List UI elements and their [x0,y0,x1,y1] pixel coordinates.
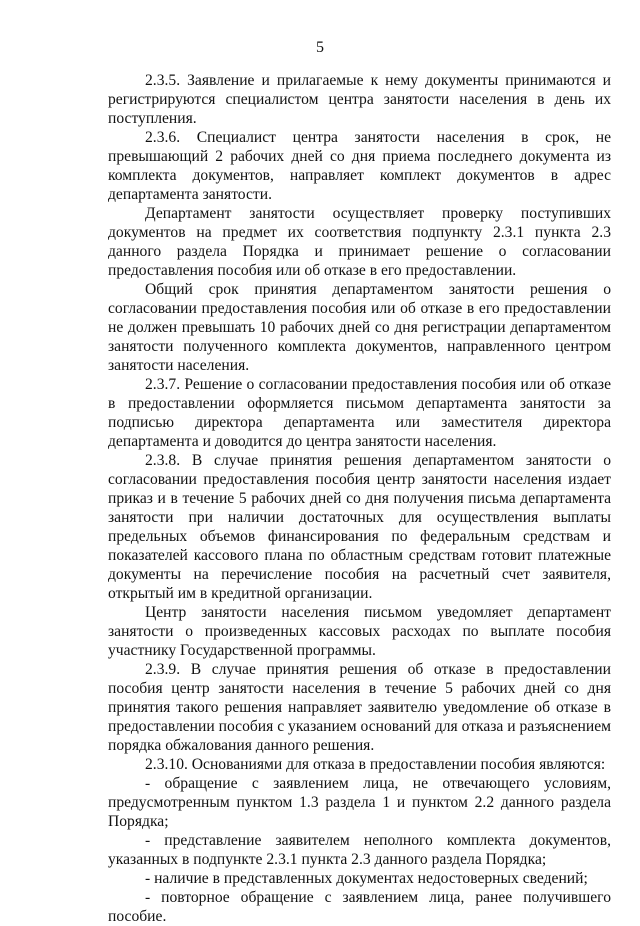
paragraph-2-3-6: 2.3.6. Специалист центра занятости населения в срок, не превышающий 2 рабочих дней со дня приема последнего документа из комплекта документов, направляет комплект документов в адрес департамента занятости. [108,129,611,203]
refusal-ground-1: - обращение с заявлением лица, не отвечающего условиям, предусмотренным пунктом 1.3 раздела 1 и пунктом 2.2 данного раздела Порядка; [108,775,611,830]
paragraph-2-3-8: 2.3.8. В случае принятия решения департаментом занятости о согласовании предоставления пособия центр занятости населения издает приказ и в течение 5 рабочих дней со дня получения письма департамента занятости при наличии достаточных для осуществления выплаты предельных объемов финансирования по федеральным средствам и показателей кассового плана по областным средствам готовит платежные документы на перечисление пособия на расчетный счет заявителя, открытый им в кредитной организации. [108,452,611,602]
paragraph-decision-term: Общий срок принятия департаментом занятости решения о согласовании предоставления пособия или об отказе в его предоставлении не должен превышать 10 рабочих дней со дня регистрации департаментом занятости полученного комплекта документов, направленного центром занятости населения. [108,281,611,374]
paragraph-2-3-7: 2.3.7. Решение о согласовании предоставления пособия или об отказе в предоставлении оформляется письмом департамента занятости за подписью директора департамента или заместителя директора департамента и доводится до центра занятости населения. [108,376,611,450]
refusal-ground-4: - повторное обращение с заявлением лица, ранее получившего пособие. [108,889,611,925]
page-number: 5 [316,39,324,56]
paragraph-2-3-9: 2.3.9. В случае принятия решения об отказе в предоставлении пособия центр занятости населения в течение 5 рабочих дней со дня принятия такого решения направляет заявителю уведомление об отказе в предоставлении пособия с указанием оснований для отказа и разъяснением порядка обжалования данного решения. [108,661,612,754]
paragraph-2-3-5: 2.3.5. Заявление и прилагаемые к нему документы принимаются и регистрируются специалистом центра занятости населения в день их поступления. [108,72,611,127]
document-body [108,71,611,926]
paragraph-department-check: Департамент занятости осуществляет проверку поступивших документов на предмет их соответствия подпункту 2.3.1 пункта 2.3 данного раздела Порядка и принимает решение о согласовании предоставления пособия или об отказе в его предоставлении. [108,205,611,279]
refusal-ground-2: - представление заявителем неполного комплекта документов, указанных в подпункте 2.3.1 пункта 2.3 данного раздела Порядка; [108,832,611,868]
paragraph-cash-notification: Центр занятости населения письмом уведомляет департамент занятости о произведенных кассовых расходах по выплате пособия участнику Государственной программы. [108,604,611,659]
refusal-ground-3: - наличие в представленных документах недостоверных сведений; [145,870,588,887]
paragraph-2-3-10: 2.3.10. Основаниями для отказа в предоставлении пособия являются: [145,756,606,773]
